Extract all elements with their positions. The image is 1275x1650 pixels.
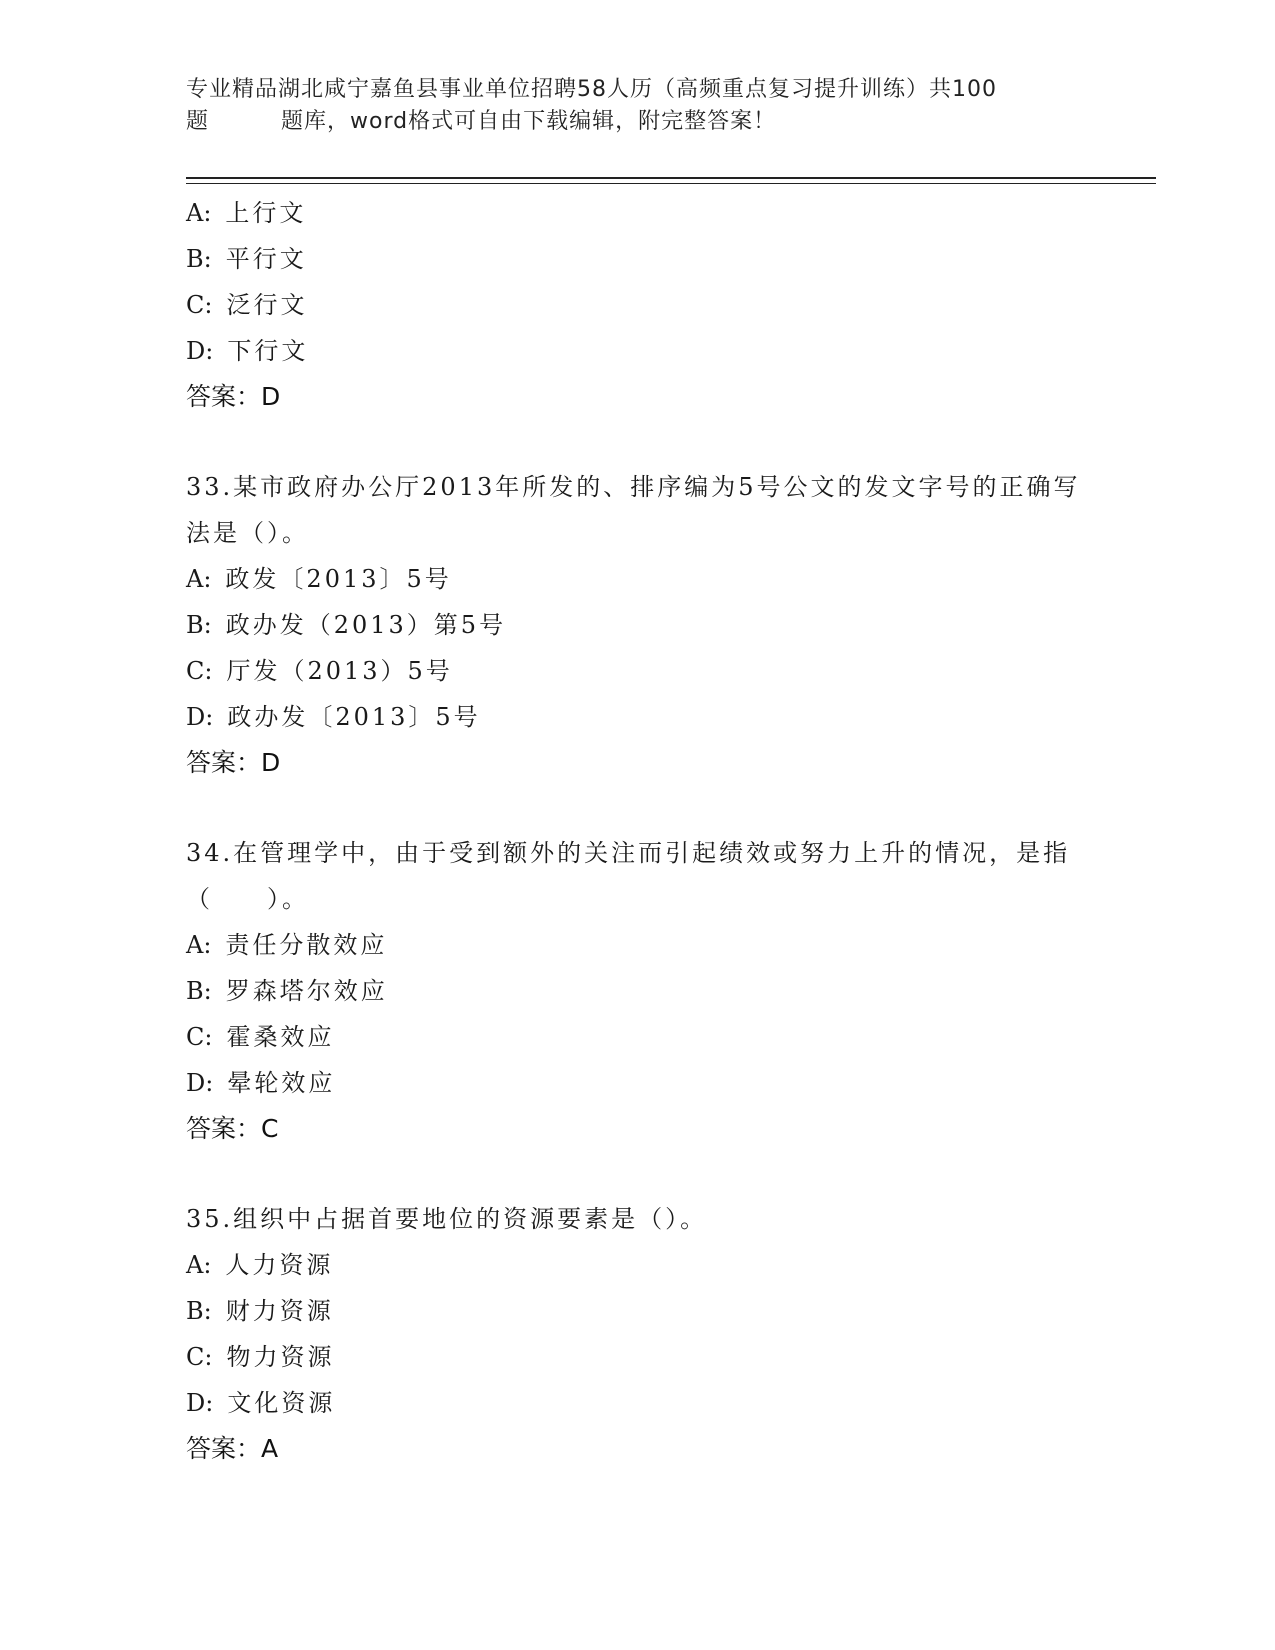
question-block-prev: [186, 190, 1156, 420]
option-b: B: 罗森塔尔效应: [186, 977, 388, 1005]
question-block-34: [186, 830, 1156, 1152]
option-c: C: 物力资源: [186, 1343, 335, 1371]
header-title-line2-left: 题: [186, 109, 210, 134]
option-a: A: 政发〔2013〕5号: [186, 565, 452, 593]
option-c: C: 霍桑效应: [186, 1023, 335, 1051]
option-a: A: 上行文: [186, 199, 307, 227]
answer-line: 答案：D: [186, 382, 281, 411]
option-c: C: 泛行文: [186, 291, 308, 319]
header-title-line2-right: 题库，word格式可自由下载编辑，附完整答案！: [281, 109, 777, 134]
page-header: [186, 74, 1086, 138]
option-c: C: 厅发（2013）5号: [186, 657, 453, 685]
answer-line: 答案：D: [186, 748, 281, 777]
answer-line: 答案：A: [186, 1434, 279, 1463]
option-b: B: 财力资源: [186, 1297, 334, 1325]
question-text: 35.组织中占据首要地位的资源要素是（）。: [186, 1205, 708, 1233]
document-page: [186, 0, 1156, 1650]
option-b: B: 政办发（2013）第5号: [186, 611, 507, 639]
option-a: A: 责任分散效应: [186, 931, 388, 959]
option-d: D: 政办发〔2013〕5号: [186, 703, 481, 731]
option-a: A: 人力资源: [186, 1251, 334, 1279]
option-b: B: 平行文: [186, 245, 307, 273]
option-d: D: 晕轮效应: [186, 1069, 336, 1097]
header-divider-thin: [186, 183, 1156, 184]
header-title-line2: [186, 106, 1086, 138]
question-block-33: [186, 464, 1156, 786]
header-divider-thick: [186, 177, 1156, 179]
question-text: 34.在管理学中，由于受到额外的关注而引起绩效或努力上升的情况，是指（ ）。: [186, 839, 1071, 913]
question-block-35: [186, 1196, 1156, 1472]
header-title-line1: 专业精品湖北咸宁嘉鱼县事业单位招聘58人历（高频重点复习提升训练）共100: [186, 77, 997, 102]
option-d: D: 文化资源: [186, 1389, 336, 1417]
answer-line: 答案：C: [186, 1114, 279, 1143]
option-d: D: 下行文: [186, 337, 309, 365]
question-list: [186, 190, 1156, 1472]
question-text: 33.某市政府办公厅2013年所发的、排序编为5号公文的发文字号的正确写法是（）。: [186, 473, 1081, 547]
